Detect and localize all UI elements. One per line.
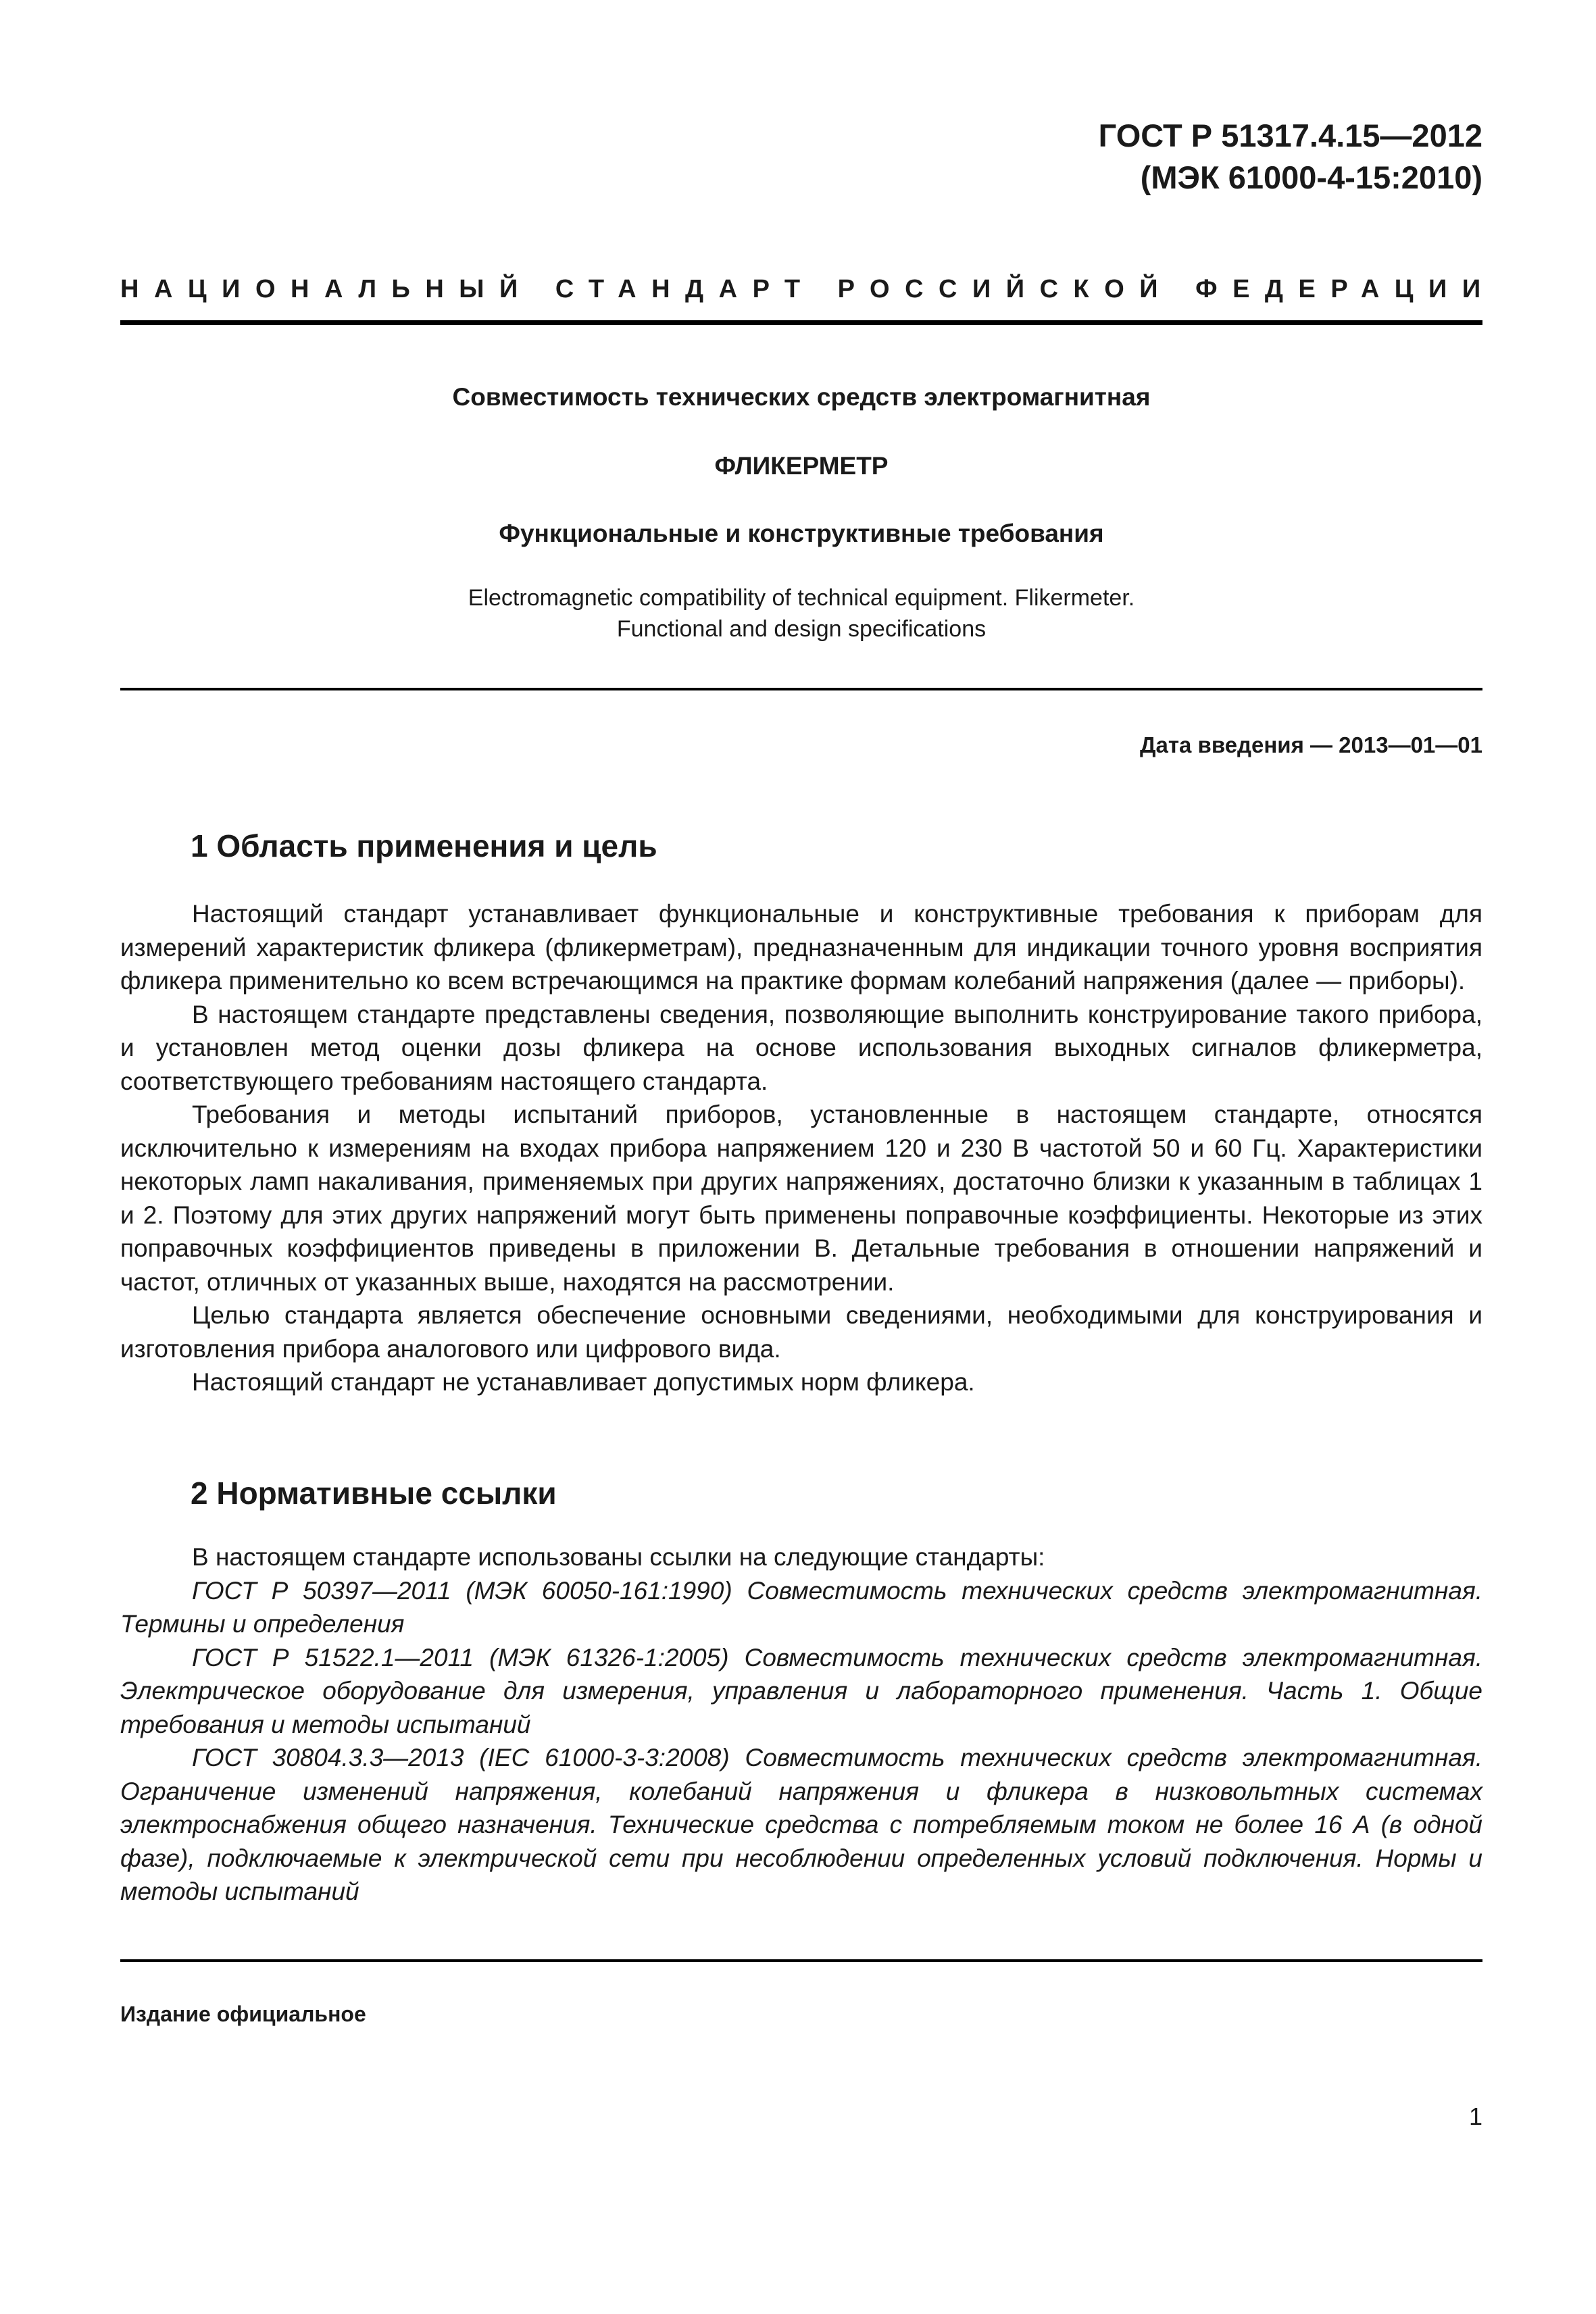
- header-divider: [120, 320, 1482, 325]
- standard-title-en-line2: Functional and design specifications: [616, 616, 987, 642]
- official-edition-label: Издание официальное: [120, 2002, 366, 2026]
- section-2-heading: 2 Нормативные ссылки: [191, 1476, 557, 1511]
- introduction-date: Дата введения — 2013—01—01: [1140, 732, 1482, 757]
- document-code-block: [1099, 115, 1482, 199]
- standard-subtitle-ru: Функциональные и конструктивные требования: [499, 520, 1104, 547]
- paragraph: Настоящий стандарт не устанавливает допустимых норм фликера.: [192, 1368, 975, 1396]
- reference-item: ГОСТ 30804.3.3—2013 (IEC 61000-3-3:2008) Совместимость технических средств электромагнитная. Ограничение изменений напряжения, колебаний напряжения и фликера в низковольтных системах электроснабжения общего назначения. Технические средства с потребляемым током не более 16 А (в одной фазе), подключаемые к электрической сети при несоблюдении определенных условий подключения. Нормы и методы испытаний: [120, 1744, 1482, 1905]
- title-divider: [120, 688, 1482, 690]
- paragraph: Требования и методы испытаний приборов, установленные в настоящем стандарте, относятся исключительно к измерениям на входах прибора напряжением 120 и 230 В частотой 50 и 60 Гц. Характеристики некоторых ламп накаливания, применяемых при других напряжениях, достаточно близки к указанным в таблицах 1 и 2. Поэтому для этих других напряжений могут быть применены поправочные коэффициенты. Некоторые из этих поправочных коэффициентов приведены в приложении В. Детальные требования в отношении напряжений и частот, отличных от указанных выше, находятся на рассмотрении.: [120, 1101, 1482, 1296]
- national-standard-title: НАЦИОНАЛЬНЫЙ СТАНДАРТ РОССИЙСКОЙ ФЕДЕРАЦИИ: [120, 275, 1496, 303]
- standard-title-en-line1: Electromagnetic compatibility of technical equipment. Flikermeter.: [468, 585, 1135, 611]
- gost-code: ГОСТ Р 51317.4.15—2012: [1098, 118, 1482, 153]
- page-number: 1: [1468, 2103, 1482, 2130]
- paragraph: Настоящий стандарт устанавливает функциональные и конструктивные требования к приборам для измерений характеристик фликера (фликерметрам), предназначенным для индикации точного уровня восприятия фликера применительно ко всем встречающимся на практике формам колебаний напряжения (далее — приборы).: [120, 900, 1482, 995]
- footer-divider: [120, 1959, 1482, 1962]
- reference-item: ГОСТ Р 50397—2011 (МЭК 60050-161:1990) Совместимость технических средств электромагнитная. Термины и определения: [120, 1576, 1482, 1638]
- reference-item: ГОСТ Р 51522.1—2011 (МЭК 61326-1:2005) Совместимость технических средств электромагнитная. Электрическое оборудование для измерения, управления и лабораторного применения. Часть 1. Общие требования и методы испытаний: [120, 1643, 1482, 1738]
- section-1-heading: 1 Область применения и цель: [191, 828, 657, 863]
- standard-subject: ФЛИКЕРМЕТР: [714, 452, 889, 480]
- section-1-body: [120, 897, 1482, 1399]
- standard-title-ru: Совместимость технических средств электромагнитная: [452, 383, 1151, 411]
- iec-code: (МЭК 61000-4-15:2010): [1140, 159, 1482, 195]
- references-intro: В настоящем стандарте использованы ссылки на следующие стандарты:: [192, 1543, 1045, 1571]
- paragraph: В настоящем стандарте представлены сведения, позволяющие выполнить конструирование такого прибора, и установлен метод оценки дозы фликера на основе использования выходных сигналов фликерметра, соответствующего требованиям настоящего стандарта.: [120, 1000, 1482, 1095]
- section-2-body: [120, 1540, 1482, 1909]
- paragraph: Целью стандарта является обеспечение основными сведениями, необходимыми для конструирования и изготовления прибора аналогового или цифрового вида.: [120, 1301, 1482, 1363]
- standard-title-en: [120, 582, 1482, 645]
